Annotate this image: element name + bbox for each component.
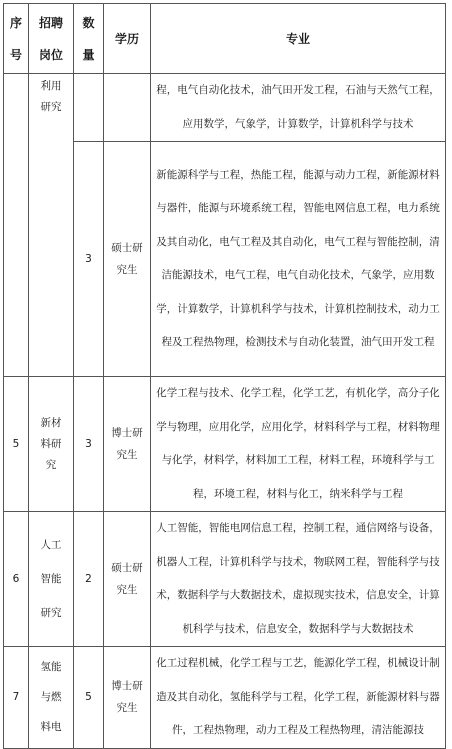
header-education: 学历 — [104, 4, 151, 74]
row-position: 氢能 与燃 料电 — [29, 647, 74, 749]
table-row — [4, 512, 446, 647]
row-no: 6 — [4, 512, 29, 647]
row-position: 新材 料研 究 — [29, 377, 74, 512]
header-count: 数 量 — [74, 4, 104, 74]
row-major: 新能源科学与工程，热能工程，能源与动力工程，新能源材料与器件，能源与环境系统工程，智能电网信息工程，电力系统及其自动化，电气工程及其自动化，电气工程与智能控制，清洁能源技术，电气工程，电气自动化技术，气象学，应用数学，计算数学，计算机科学与技术，计算机控制技术，动力工程及工程热物理，检测技术与自动化装置，油气田开发工程 — [151, 142, 446, 377]
row-education: 博士研 究生 — [104, 647, 151, 749]
row-count: 3 — [74, 142, 104, 377]
header-position: 招聘 岗位 — [29, 4, 74, 74]
table-row — [4, 74, 446, 142]
row-no: 5 — [4, 377, 29, 512]
table-header-row — [4, 4, 446, 74]
row-major: 人工智能，智能电网信息工程，控制工程，通信网络与设备，机器人工程，计算机科学与技术，物联网工程，智能科学与技术，数据科学与大数据技术，虚拟现实技术，信息安全，计算机科学与技术，信息安全，数据科学与大数据技术 — [151, 512, 446, 647]
row-position: 利用 研究 — [29, 74, 74, 377]
row-count — [74, 74, 104, 142]
row-position: 人工 智能 研究 — [29, 512, 74, 647]
table-row — [4, 647, 446, 749]
table-row — [4, 377, 446, 512]
recruitment-table — [3, 3, 446, 749]
row-education: 博士研 究生 — [104, 377, 151, 512]
row-major: 化学工程与技术、化学工程，化学工艺，有机化学，高分子化学与物理，应用化学，应用化学，材料科学与工程，材料物理与化学，材料学，材料加工工程，材料工程，环境科学与工程，环境工程，材料与化工，纳米科学与工程 — [151, 377, 446, 512]
header-major: 专业 — [151, 4, 446, 74]
row-no: 7 — [4, 647, 29, 749]
row-no — [4, 74, 29, 377]
row-major: 化工过程机械，化学工程与工艺，能源化学工程，机械设计制造及其自动化，氢能科学与工程，化学工程，新能源材料与器件，工程热物理，动力工程及工程热物理，清洁能源技 — [151, 647, 446, 749]
row-education: 硕士研 究生 — [104, 142, 151, 377]
header-no: 序 号 — [4, 4, 29, 74]
row-major: 程，电气自动化技术，油气田开发工程，石油与天然气工程，应用数学，气象学，计算数学，计算机科学与技术 — [151, 74, 446, 142]
row-education: 硕士研 究生 — [104, 512, 151, 647]
row-count: 2 — [74, 512, 104, 647]
row-count: 3 — [74, 377, 104, 512]
row-count: 5 — [74, 647, 104, 749]
row-education — [104, 74, 151, 142]
